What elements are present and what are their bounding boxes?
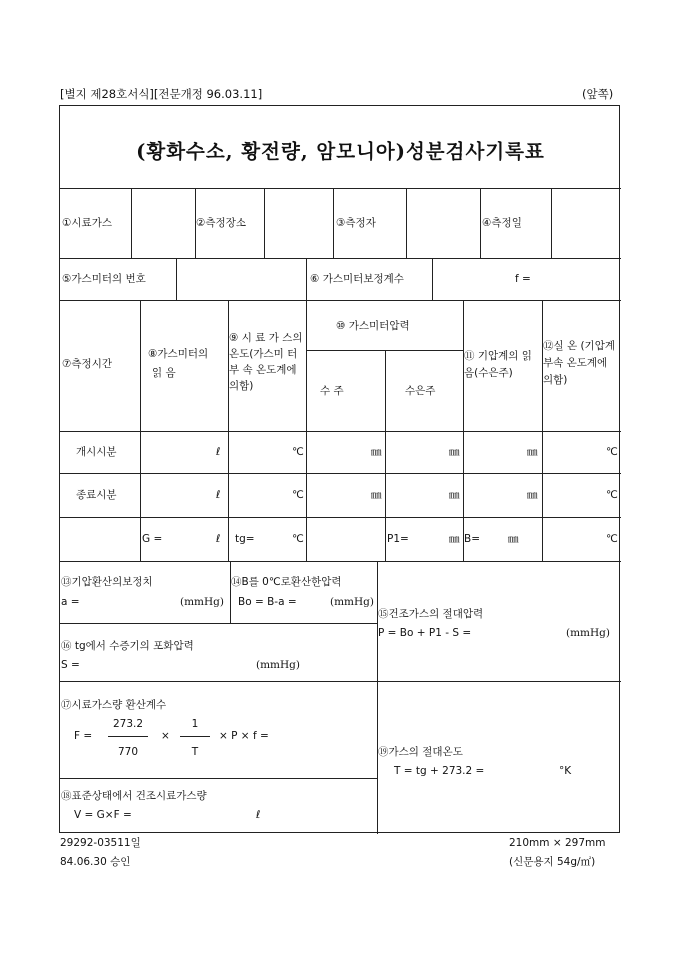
end-mercury-unit: ㎜ bbox=[449, 489, 460, 501]
water-column-header: 수 주 bbox=[320, 385, 344, 397]
end-water-unit: ㎜ bbox=[371, 489, 382, 501]
times-sign: × bbox=[161, 730, 170, 742]
t-unit: °K bbox=[559, 765, 572, 777]
f-lhs: F = bbox=[74, 730, 93, 742]
barometer-header: ⑪ 기압계의 읽음(수은주) bbox=[464, 350, 532, 379]
v-unit: ℓ bbox=[256, 809, 261, 821]
g-unit: ℓ bbox=[216, 533, 221, 545]
room-temp-header: ⑫실 온 (기압계부속 온도계에 의함) bbox=[543, 340, 615, 386]
measurer-label: ③측정자 bbox=[336, 217, 376, 229]
g-label: G = bbox=[142, 533, 163, 545]
fraction-1-bar bbox=[108, 736, 148, 737]
s-equals: S = bbox=[61, 659, 80, 671]
b0-equation: Bo = B-a = bbox=[238, 596, 297, 608]
end-room-temp-unit: ℃ bbox=[606, 489, 618, 501]
b-unit: ㎜ bbox=[508, 533, 519, 545]
tg-label: tg= bbox=[235, 533, 255, 545]
sample-gas-label: ①시료가스 bbox=[62, 217, 112, 229]
a-unit: (mmHg) bbox=[180, 596, 224, 608]
start-temp-unit: ℃ bbox=[292, 446, 304, 458]
p-equation: P = Bo + P1 - S = bbox=[378, 627, 472, 639]
end-time-label: 종료시분 bbox=[76, 489, 117, 501]
vapor-pressure-title: ⑯ tg에서 수증기의 포화압력 bbox=[61, 640, 194, 652]
form-id: [별지 제28호서식][전문개정 96.03.11] bbox=[60, 87, 263, 101]
meter-number-label: ⑤가스미터의 번호 bbox=[62, 273, 146, 285]
abs-temp-title: ⑲가스의 절대온도 bbox=[378, 746, 463, 758]
paper-size: 210mm × 297mm bbox=[509, 837, 606, 849]
meter-correction-label: ⑥ 가스미터보정계수 bbox=[310, 273, 404, 285]
t-equation: T = tg + 273.2 = bbox=[394, 765, 485, 777]
abs-pressure-title: ⑮건조가스의 절대압력 bbox=[378, 608, 484, 620]
form-code: 29292-03511일 bbox=[60, 837, 141, 849]
p1-unit: ㎜ bbox=[449, 533, 460, 545]
approval-date: 84.06.30 승인 bbox=[60, 856, 131, 868]
std-volume-title: ⑱표준상태에서 건조시료가스량 bbox=[61, 790, 207, 802]
inspection-form bbox=[59, 105, 620, 833]
fraction-1-numerator: 273.2 bbox=[112, 718, 144, 730]
conversion-factor-title: ⑰시료가스량 환산계수 bbox=[61, 699, 167, 711]
b0-title: ⑭B를 0℃로환산한압력 bbox=[231, 576, 342, 588]
b0-unit: (mmHg) bbox=[330, 596, 374, 608]
end-meter-unit: ℓ bbox=[216, 489, 221, 501]
fraction-2-numerator: 1 bbox=[191, 718, 199, 730]
start-mercury-unit: ㎜ bbox=[449, 446, 460, 458]
sample-temp-header: ⑨ 시 료 가 스의온도(가스미 터 부 속 온도계에 의함) bbox=[229, 332, 303, 392]
start-barometer-unit: ㎜ bbox=[527, 446, 538, 458]
b-label: B= bbox=[464, 533, 481, 545]
meter-pressure-header: ⑩ 가스미터압력 bbox=[336, 320, 410, 332]
f-equals: f = bbox=[515, 273, 531, 285]
mercury-column-header: 수은주 bbox=[405, 385, 436, 397]
page-side: (앞쪽) bbox=[582, 87, 614, 101]
meter-reading-header-2: 읽 음 bbox=[152, 367, 176, 379]
end-temp-unit: ℃ bbox=[292, 489, 304, 501]
fraction-1-denominator: 770 bbox=[117, 746, 139, 758]
start-time-label: 개시시분 bbox=[76, 446, 117, 458]
v-equation: V = G×F = bbox=[74, 809, 132, 821]
form-title: (황화수소, 황전량, 암모니아)성분검사기록표 bbox=[136, 140, 545, 163]
f-rhs: × P × f = bbox=[219, 730, 269, 742]
meter-reading-header-1: ⑧가스미터의 bbox=[148, 348, 209, 360]
pressure-correction-title: ⑬기압환산의보정치 bbox=[61, 576, 153, 588]
start-room-temp-unit: ℃ bbox=[606, 446, 618, 458]
end-barometer-unit: ㎜ bbox=[527, 489, 538, 501]
location-label: ②측정장소 bbox=[196, 217, 246, 229]
start-meter-unit: ℓ bbox=[216, 446, 221, 458]
a-equals: a = bbox=[61, 596, 80, 608]
start-water-unit: ㎜ bbox=[371, 446, 382, 458]
p1-label: P1= bbox=[387, 533, 409, 545]
time-header: ⑦측정시간 bbox=[62, 358, 112, 370]
room-unit: ℃ bbox=[606, 533, 618, 545]
date-label: ④측정일 bbox=[482, 217, 522, 229]
paper-type: (신문용지 54g/㎡) bbox=[509, 856, 596, 868]
fraction-2-bar bbox=[180, 736, 210, 737]
tg-unit: ℃ bbox=[292, 533, 304, 545]
fraction-2-denominator: T bbox=[191, 746, 199, 758]
p-unit: (mmHg) bbox=[566, 627, 610, 639]
s-unit: (mmHg) bbox=[256, 659, 300, 671]
